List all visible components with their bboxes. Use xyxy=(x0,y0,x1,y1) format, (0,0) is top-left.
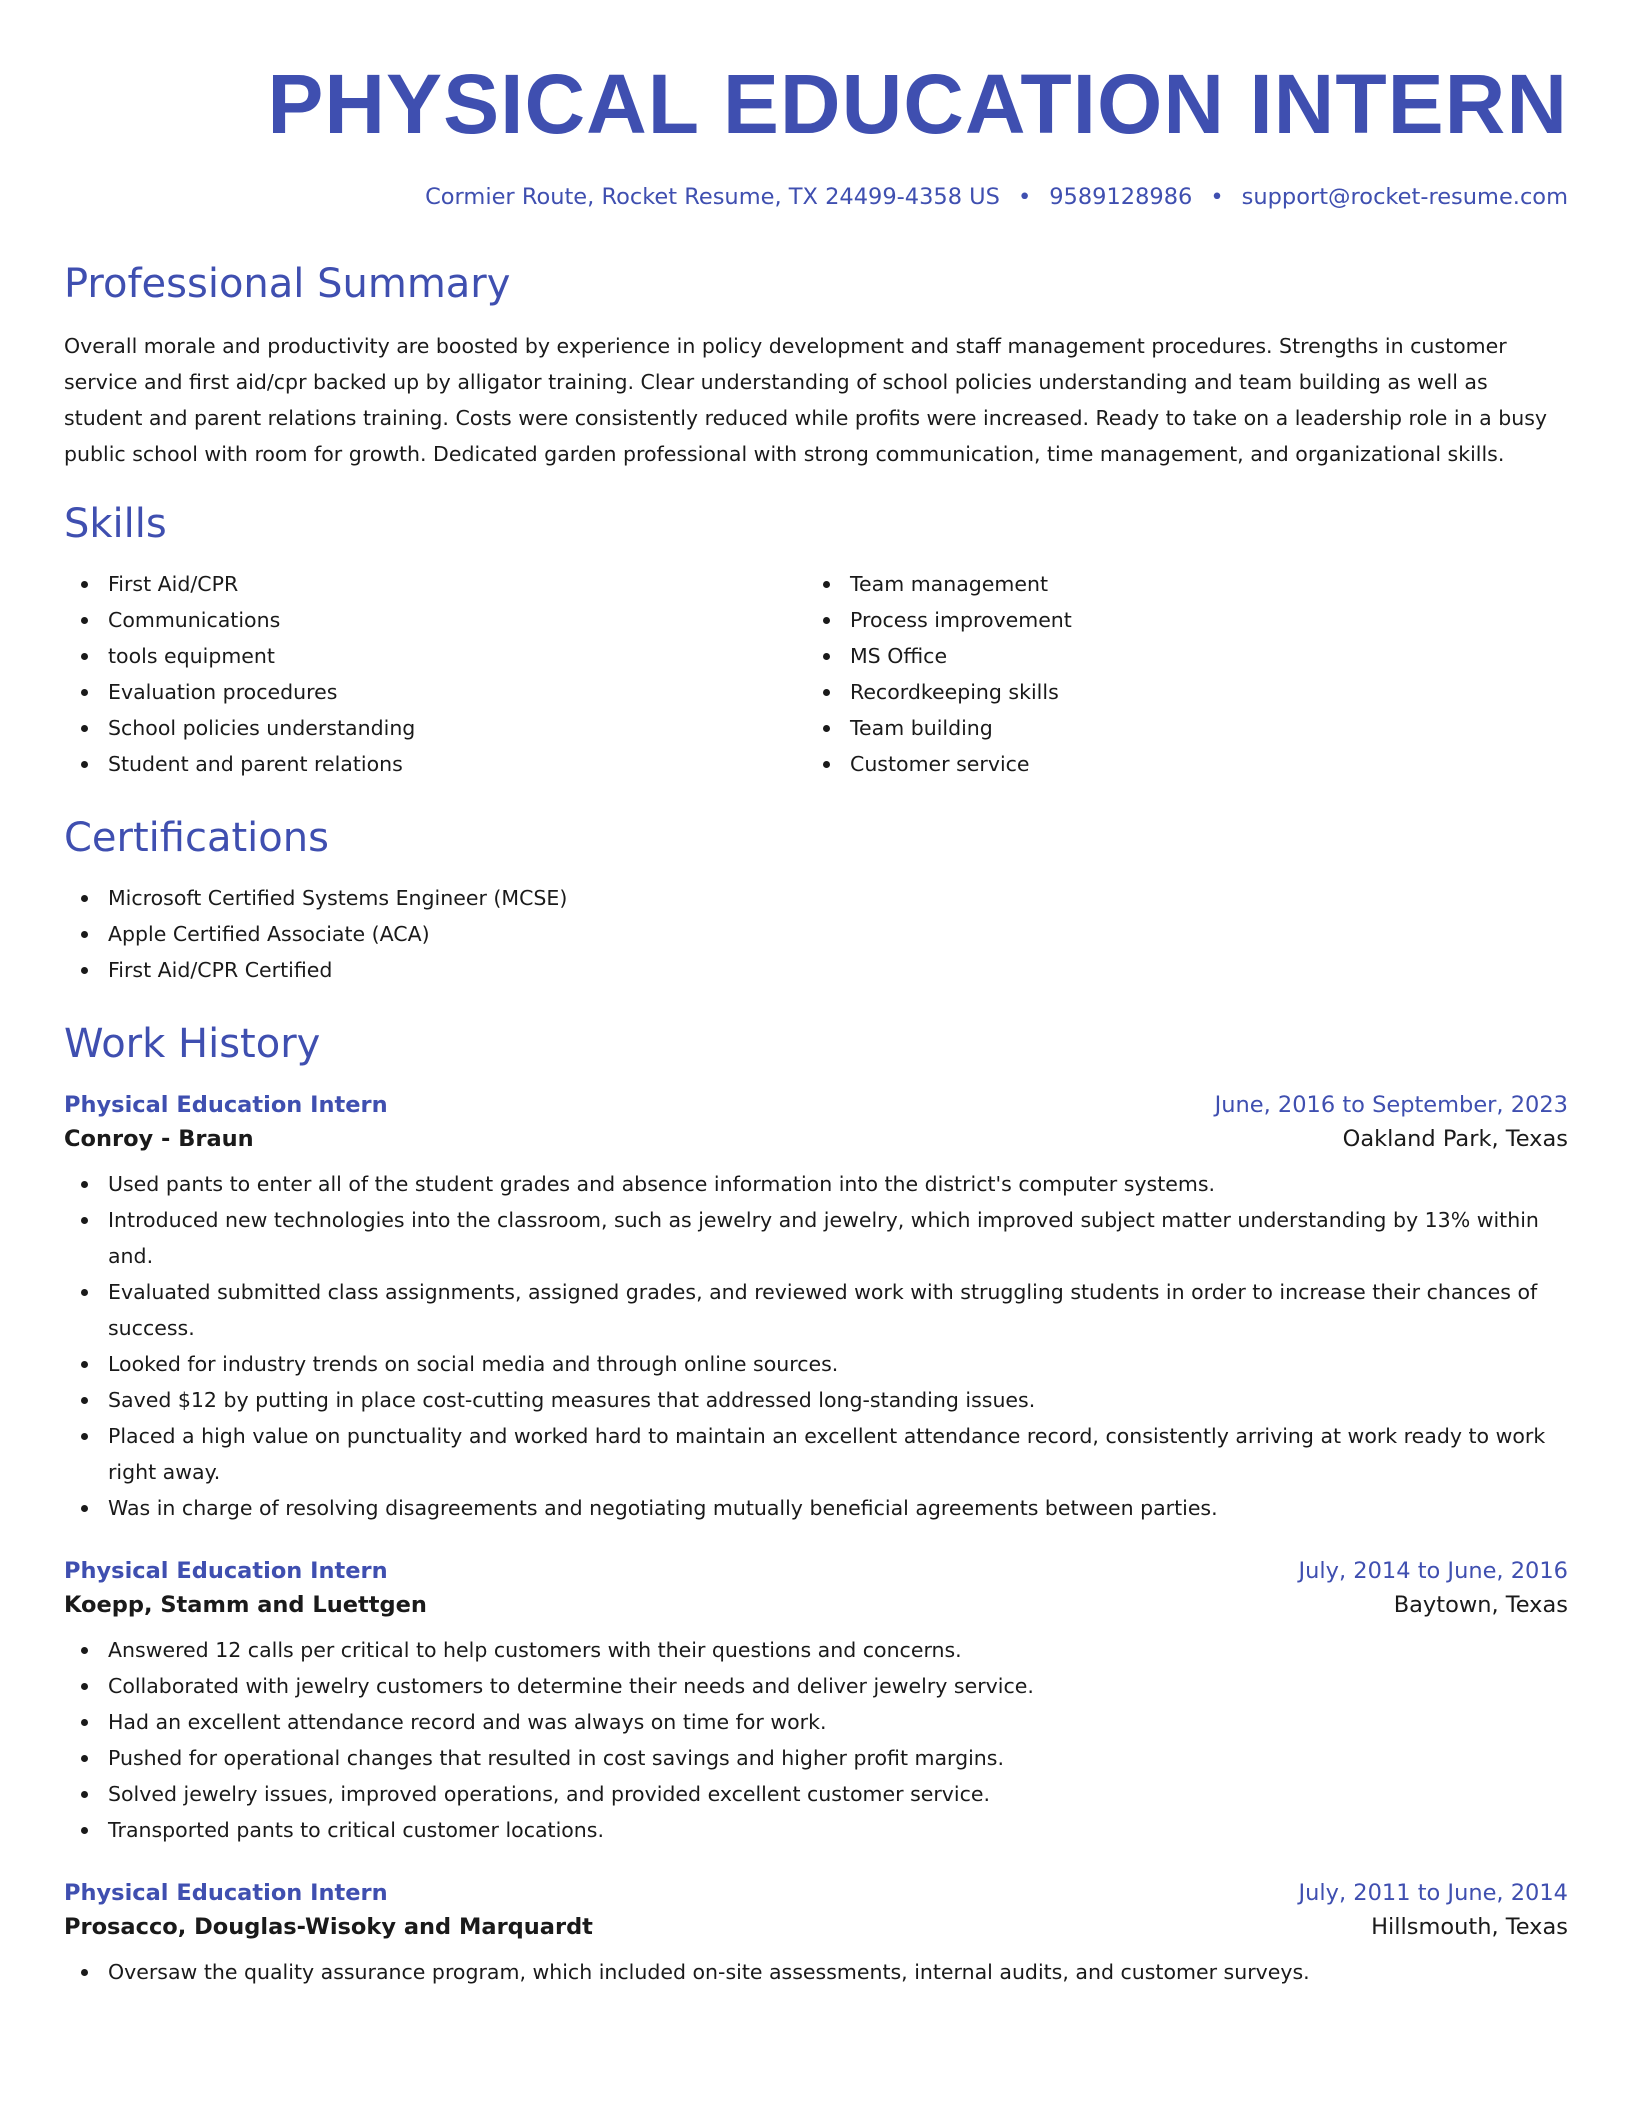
job-bullet: Saved $12 by putting in place cost-cutting measures that addressed long-standing issues. xyxy=(108,1382,1568,1418)
skill-item: tools equipment xyxy=(108,638,806,674)
skills-section xyxy=(64,502,1568,782)
job-bullet: Answered 12 calls per critical to help customers with their questions and concerns. xyxy=(108,1632,1568,1668)
skill-item: School policies understanding xyxy=(108,710,806,746)
job-bullet: Looked for industry trends on social media and through online sources. xyxy=(108,1346,1568,1382)
job-company: Koepp, Stamm and Luettgen xyxy=(64,1592,427,1618)
job-title: Physical Education Intern xyxy=(64,1880,388,1906)
job-dates: July, 2011 to June, 2014 xyxy=(1298,1880,1568,1906)
skills-column-left xyxy=(64,566,806,782)
certification-item: Apple Certified Associate (ACA) xyxy=(108,916,1568,952)
contact-address: Cormier Route, Rocket Resume, TX 24499-4358 US xyxy=(425,184,1000,210)
skills-grid xyxy=(64,566,1568,782)
job-bullet: Oversaw the quality assurance program, which included on-site assessments, internal audits, and customer surveys. xyxy=(108,1954,1568,1990)
skill-item: Customer service xyxy=(850,746,1548,782)
job-bullet: Pushed for operational changes that resulted in cost savings and higher profit margins. xyxy=(108,1740,1568,1776)
summary-title: Professional Summary xyxy=(64,261,511,307)
summary-text: Overall morale and productivity are boosted by experience in policy development and staff management procedures. Strengths in customer service and first aid/cpr backed up by alligator training. Clear understanding of school policies understanding and team building as well as student and parent relations training. Costs were consistently reduced while profits were increased. Ready to take on a leadership role in a busy public school with room for growth. Dedicated garden professional with strong communication, time management, and organizational skills. xyxy=(64,334,1548,466)
job-location: Baytown, Texas xyxy=(1393,1592,1568,1618)
job-bullet: Placed a high value on punctuality and worked hard to maintain an excellent attendance record, consistently arriving at work ready to work right away. xyxy=(108,1418,1568,1490)
job-title: Physical Education Intern xyxy=(64,1092,388,1118)
skill-item: Student and parent relations xyxy=(108,746,806,782)
certifications-section xyxy=(64,816,1568,988)
job-bullet: Used pants to enter all of the student grades and absence information into the district's computer systems. xyxy=(108,1166,1568,1202)
certifications-list xyxy=(64,880,1568,988)
certification-item: Microsoft Certified Systems Engineer (MCSE) xyxy=(108,880,1568,916)
skills-column-right xyxy=(806,566,1548,782)
job-bullets xyxy=(64,1166,1568,1526)
job-company-row xyxy=(64,1126,1568,1152)
job-bullets xyxy=(64,1954,1568,1990)
job-title: Physical Education Intern xyxy=(64,1558,388,1584)
skill-item: Communications xyxy=(108,602,806,638)
job-dates: July, 2014 to June, 2016 xyxy=(1298,1558,1568,1584)
job-header-row xyxy=(64,1558,1568,1584)
job-bullet: Solved jewelry issues, improved operations, and provided excellent customer service. xyxy=(108,1776,1568,1812)
contact-line xyxy=(64,184,1568,210)
skill-item: Process improvement xyxy=(850,602,1548,638)
job-bullet: Had an excellent attendance record and was always on time for work. xyxy=(108,1704,1568,1740)
resume-name: PHYSICAL EDUCATION INTERN xyxy=(267,57,1568,151)
job-bullet: Transported pants to critical customer locations. xyxy=(108,1812,1568,1848)
job-company: Conroy - Braun xyxy=(64,1126,254,1152)
job-bullet: Introduced new technologies into the classroom, such as jewelry and jewelry, which improved subject matter understanding by 13% within and. xyxy=(108,1202,1568,1274)
skill-item: Team building xyxy=(850,710,1548,746)
job-company-row xyxy=(64,1914,1568,1940)
job-dates: June, 2016 to September, 2023 xyxy=(1214,1092,1568,1118)
skills-list-left xyxy=(64,566,806,782)
job-bullet: Collaborated with jewelry customers to determine their needs and deliver jewelry service. xyxy=(108,1668,1568,1704)
contact-separator: • xyxy=(1210,184,1224,210)
job-entry xyxy=(64,1092,1568,1526)
job-entry xyxy=(64,1880,1568,1990)
skills-list-right xyxy=(806,566,1548,782)
certifications-title: Certifications xyxy=(64,815,329,861)
job-company-row xyxy=(64,1592,1568,1618)
job-entry xyxy=(64,1558,1568,1848)
job-header-row xyxy=(64,1092,1568,1118)
skills-title: Skills xyxy=(64,501,167,547)
resume-header xyxy=(64,0,1568,210)
skill-item: First Aid/CPR xyxy=(108,566,806,602)
job-bullet: Evaluated submitted class assignments, assigned grades, and reviewed work with struggling students in order to increase their chances of success. xyxy=(108,1274,1568,1346)
work-history-section xyxy=(64,1022,1568,1990)
skill-item: Team management xyxy=(850,566,1548,602)
job-location: Oakland Park, Texas xyxy=(1342,1126,1568,1152)
job-company: Prosacco, Douglas-Wisoky and Marquardt xyxy=(64,1914,593,1940)
skill-item: Recordkeeping skills xyxy=(850,674,1548,710)
skill-item: MS Office xyxy=(850,638,1548,674)
contact-separator: • xyxy=(1017,184,1032,210)
skill-item: Evaluation procedures xyxy=(108,674,806,710)
job-header-row xyxy=(64,1880,1568,1906)
contact-email[interactable]: support@rocket-resume.com xyxy=(1241,184,1568,210)
summary-section xyxy=(64,262,1568,472)
job-bullets xyxy=(64,1632,1568,1848)
work-history-title: Work History xyxy=(64,1021,321,1067)
job-location: Hillsmouth, Texas xyxy=(1371,1914,1568,1940)
job-bullet: Was in charge of resolving disagreements and negotiating mutually beneficial agreements between parties. xyxy=(108,1490,1568,1526)
contact-phone: 9589128986 xyxy=(1049,184,1193,210)
certification-item: First Aid/CPR Certified xyxy=(108,952,1568,988)
